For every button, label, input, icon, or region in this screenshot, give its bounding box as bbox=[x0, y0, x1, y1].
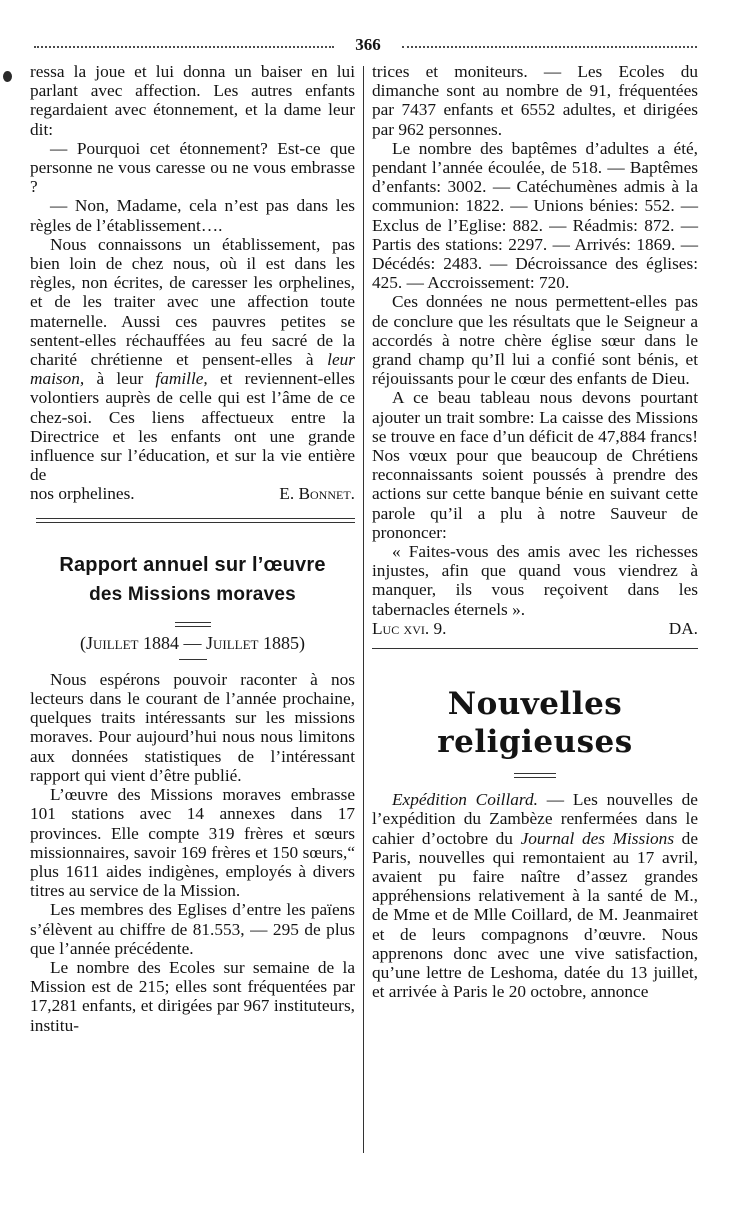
article-title-line: des Missions moraves bbox=[89, 583, 296, 605]
subtitle-text: 1885) bbox=[258, 632, 305, 653]
left-column bbox=[30, 62, 355, 1035]
citation-line bbox=[372, 619, 698, 638]
title-ornament-rule bbox=[179, 659, 207, 660]
author-signature: E. Bonnet. bbox=[279, 484, 355, 504]
paragraph: A ce beau tableau nous devons pourtant ajouter un trait sombre: La caisse des Missions se trouve en face d’un déficit de 47,884 francs! Nos vœux pour que beaucoup de Chrétiens reconnaissants soient poussés à prendre des actions sur cette banque bénie en suivant cette parole qu’il a plu à notre Sauveur de prononcer: bbox=[372, 388, 698, 542]
signature-line bbox=[30, 484, 355, 503]
page-number: 366 bbox=[355, 35, 381, 54]
subtitle-month: Juillet bbox=[206, 632, 259, 653]
title-ornament-rule bbox=[175, 622, 211, 627]
paragraph: — Non, Madame, cela n’est pas dans les règles de l’établissement…. bbox=[30, 196, 355, 235]
paragraph bbox=[30, 235, 355, 485]
quotation: « Faites-vous des amis avec les richesses injustes, afin que quand vous viendrez à manquer, ils vous reçoivent dans les tabernacles éternels ». bbox=[372, 542, 698, 619]
paragraph-text: à leur bbox=[84, 369, 156, 389]
paragraph-text: de Paris, nouvelles qui remontaient au 17 avril, avaient pu faire naître d’assez grandes appréhensions relativement à la santé de M., de Mme et de Mlle Coillard, de M. Jeanmairet et de leurs compagnons d’œuvre. Nous apprenons donc avec une vive satisfaction, qu’une lettre de Leshoma, datée du 13 juillet, et arrivée à Paris le 20 octobre, annonce bbox=[372, 828, 698, 1002]
paragraph: ressa la joue et lui donna un baiser en lui parlant avec affection. Les autres enfants regardaient avec étonnement, et la dame leur dit: bbox=[30, 62, 355, 139]
emphasis: leur maison, bbox=[30, 350, 356, 389]
header-rule-right bbox=[402, 46, 697, 48]
column-divider bbox=[363, 66, 364, 1153]
paragraph-text: nos orphelines. bbox=[30, 484, 135, 504]
title-ornament-rule bbox=[514, 773, 556, 778]
paragraph: Les membres des Eglises d’entre les païens s’élèvent au chiffre de 81.553, — 295 de plus que l’année précédente. bbox=[30, 900, 355, 958]
item-lead: Expédition Coillard. bbox=[392, 790, 538, 810]
paragraph: trices et moniteurs. — Les Ecoles du dimanche sont au nombre de 91, fréquentées par 7437 enfants et 6552 adultes, et dirigées par 962 personnes. bbox=[372, 62, 698, 139]
subtitle-month: Juillet bbox=[86, 632, 139, 653]
emphasis: Journal des Missions bbox=[520, 828, 675, 848]
subtitle-text: 1884 — bbox=[138, 632, 206, 653]
paragraph-text: et reviennent-elles volontiers auprès de celle qui est l’âme de ce chez-soi. Ces liens affectueux entre la Directrice et les enfants ont une grande influence sur l’éducation, et sur la vie entière de bbox=[30, 369, 355, 485]
header-rule-left bbox=[34, 46, 334, 48]
paragraph: L’œuvre des Missions moraves embrasse 101 stations avec 14 annexes dans 17 provinces. Elle compte 319 frères et sœurs missionnaires, savoir 169 frères et 150 sœurs,“ plus 1611 aides indigènes, employés à divers titres au service de la Mission. bbox=[30, 785, 355, 901]
right-column bbox=[372, 62, 698, 1001]
section-separator bbox=[372, 648, 698, 649]
subtitle-text: ( bbox=[80, 632, 86, 653]
paragraph: — Pourquoi cet étonnement? Est-ce que personne ne vous caresse ou ne vous embrasse ? bbox=[30, 138, 355, 197]
ink-blot bbox=[3, 71, 12, 82]
paragraph-text: — Les nouvelles de l’expédition du Zambèze renfermées dans le cahier d’octobre du bbox=[372, 790, 698, 848]
paragraph: Ces données ne nous permettent-elles pas de conclure que les résultats que le Seigneur a accordés à notre chère église sœur dans le grand champ qu’Il lui a confié sont bénis, et réjouissants pour le cœur des enfants de Dieu. bbox=[372, 292, 698, 389]
article-title bbox=[30, 550, 355, 610]
section-heading: Nouvelles religieuses bbox=[437, 686, 633, 761]
article-title-line: Rapport annuel sur l’œuvre bbox=[59, 553, 326, 576]
citation-reference: Luc xvi. 9. bbox=[372, 618, 447, 638]
paragraph: Nous espérons pouvoir raconter à nos lecteurs dans le courant de l’année prochaine, quelques traits intéressants sur les missions moraves. Pour aujourd’hui nous nous limitons aux données statistiques de l’intéressant rapport qui vient d’être publié. bbox=[30, 669, 355, 785]
paragraph: Le nombre des Ecoles sur semaine de la Mission est de 215; elles sont fréquentées par 17,281 enfants, et dirigées par 967 instituteurs, institu- bbox=[30, 957, 355, 1035]
page-header bbox=[34, 36, 697, 54]
emphasis: famille, bbox=[155, 369, 208, 389]
article-subtitle bbox=[30, 634, 355, 653]
author-signature: DA. bbox=[668, 618, 698, 638]
paragraph bbox=[372, 790, 698, 1001]
paragraph: Le nombre des baptêmes d’adultes a été, pendant l’année écoulée, de 518. — Baptêmes d’enfants: 3002. — Catéchumènes admis à la communion: 1822. — Unions bénies: 552. — Exclus de l’Eglise: 882. — Réadmis: 872. — Partis des stations: 2297. — Arrivés: 1869. — Décédés: 2483. — Décroissance des églises: 425. — Accroissement: 720. bbox=[372, 138, 698, 293]
paragraph-text: Nous connaissons un établissement, pas bien loin de chez nous, où il est dans les règles, non écrites, de caresser les orphelines, et de les traiter avec une affection toute maternelle. Aussi ces pauvres petites se sentent-elles réchauffées au feu sacré de la charité chrétienne et pensent-elles à bbox=[30, 234, 355, 370]
section-separator bbox=[36, 518, 355, 523]
